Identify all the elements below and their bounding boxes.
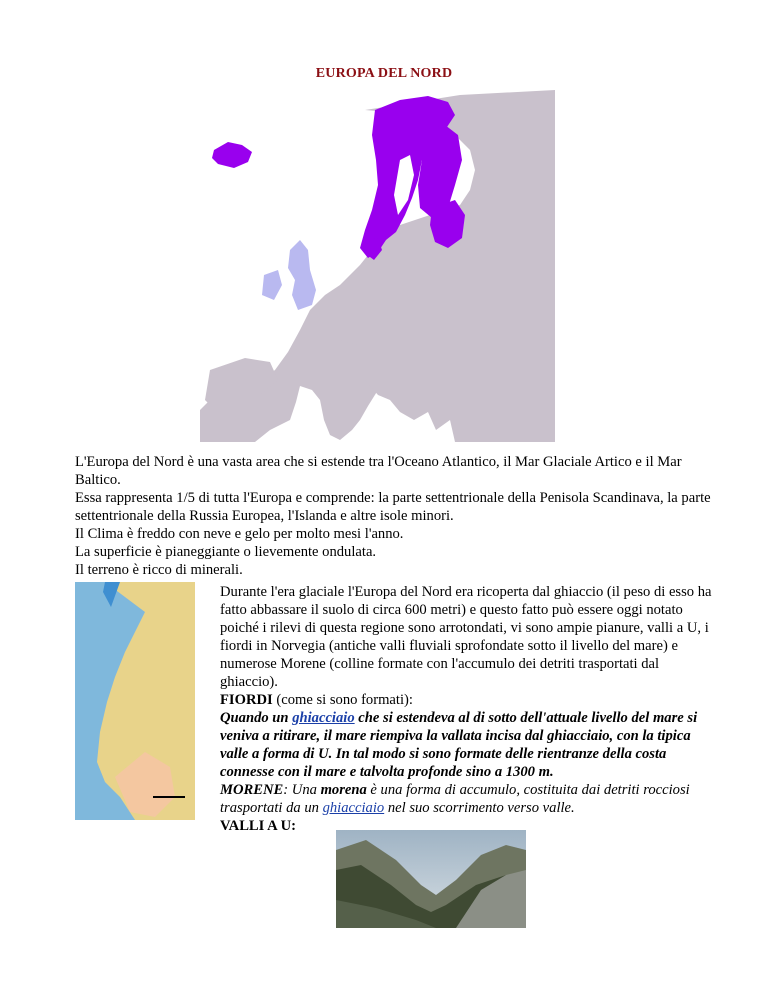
ghiacciaio-link[interactable]: ghiacciaio	[322, 800, 385, 816]
europe-map	[200, 90, 555, 442]
morena-term: morena	[320, 782, 367, 798]
iceland	[212, 142, 252, 168]
main-text	[220, 583, 720, 835]
fiordi-paragraph	[220, 709, 720, 781]
fiordi-text: Quando un	[220, 710, 293, 726]
british-isles	[288, 240, 316, 310]
valli-heading: VALLI A U:	[220, 818, 296, 834]
page-title: EUROPA DEL NORD	[315, 66, 453, 81]
glacial-paragraph: Durante l'era glaciale l'Europa del Nord era ricoperta dal ghiaccio (il peso di esso ha fatto abbassare il suolo di circa 600 metri) e questo fatto può essere oggi notato poiché i rilevi di questa regione sono arrotondati, vi sono ampie pianure, valli a U, i fiordi in Norvegia (antiche valli fluviali sprofondate sotto il livello del mare) e numerose Morene (colline formate con l'accumulo dei detriti trasportati dal ghiaccio).	[220, 584, 712, 690]
intro-paragraph: L'Europa del Nord è una vasta area che si estende tra l'Oceano Atlantico, il Mar Glaciale Artico e il Mar Baltico.	[75, 454, 682, 488]
norway-map	[75, 582, 195, 820]
fiordi-subheading: (come si sono formati):	[272, 692, 413, 708]
morene-heading: MORENE	[220, 782, 284, 798]
u-valley-photo	[336, 830, 526, 928]
morene-text: nel suo scorrimento verso valle.	[384, 800, 575, 816]
fiordi-text: che si estendeva al di sotto dell'attuale livello del mare si veniva a ritirare, il mare riempiva la vallata incisa dal ghiacciaio, con la tipica valle a forma di U. In tal modo si sono formate delle rientranze della costa connesse con il mare e talvolta profonde sino a 1300 m.	[220, 710, 698, 780]
intro-paragraph: Il Clima è freddo con neve e gelo per molto mesi l'anno.	[75, 526, 404, 542]
intro-paragraph: Il terreno è ricco di minerali.	[75, 562, 243, 578]
morene-text: è una forma di accumulo, costituita dai detriti rocciosi trasportati da un	[220, 782, 690, 816]
morene-text: : Una	[283, 782, 321, 798]
fiordi-heading-line	[220, 691, 720, 709]
intro-text	[75, 453, 715, 579]
ghiacciaio-link[interactable]: ghiacciaio	[292, 710, 355, 726]
morene-paragraph	[220, 781, 720, 817]
fiordi-heading: FIORDI	[220, 692, 273, 708]
intro-paragraph: Essa rappresenta 1/5 di tutta l'Europa e comprende: la parte settentrionale della Penisola Scandinava, la parte settentrionale della Russia Europea, l'Islanda e altre isole minori.	[75, 490, 711, 524]
intro-paragraph: La superficie è pianeggiante o lievemente ondulata.	[75, 544, 377, 560]
